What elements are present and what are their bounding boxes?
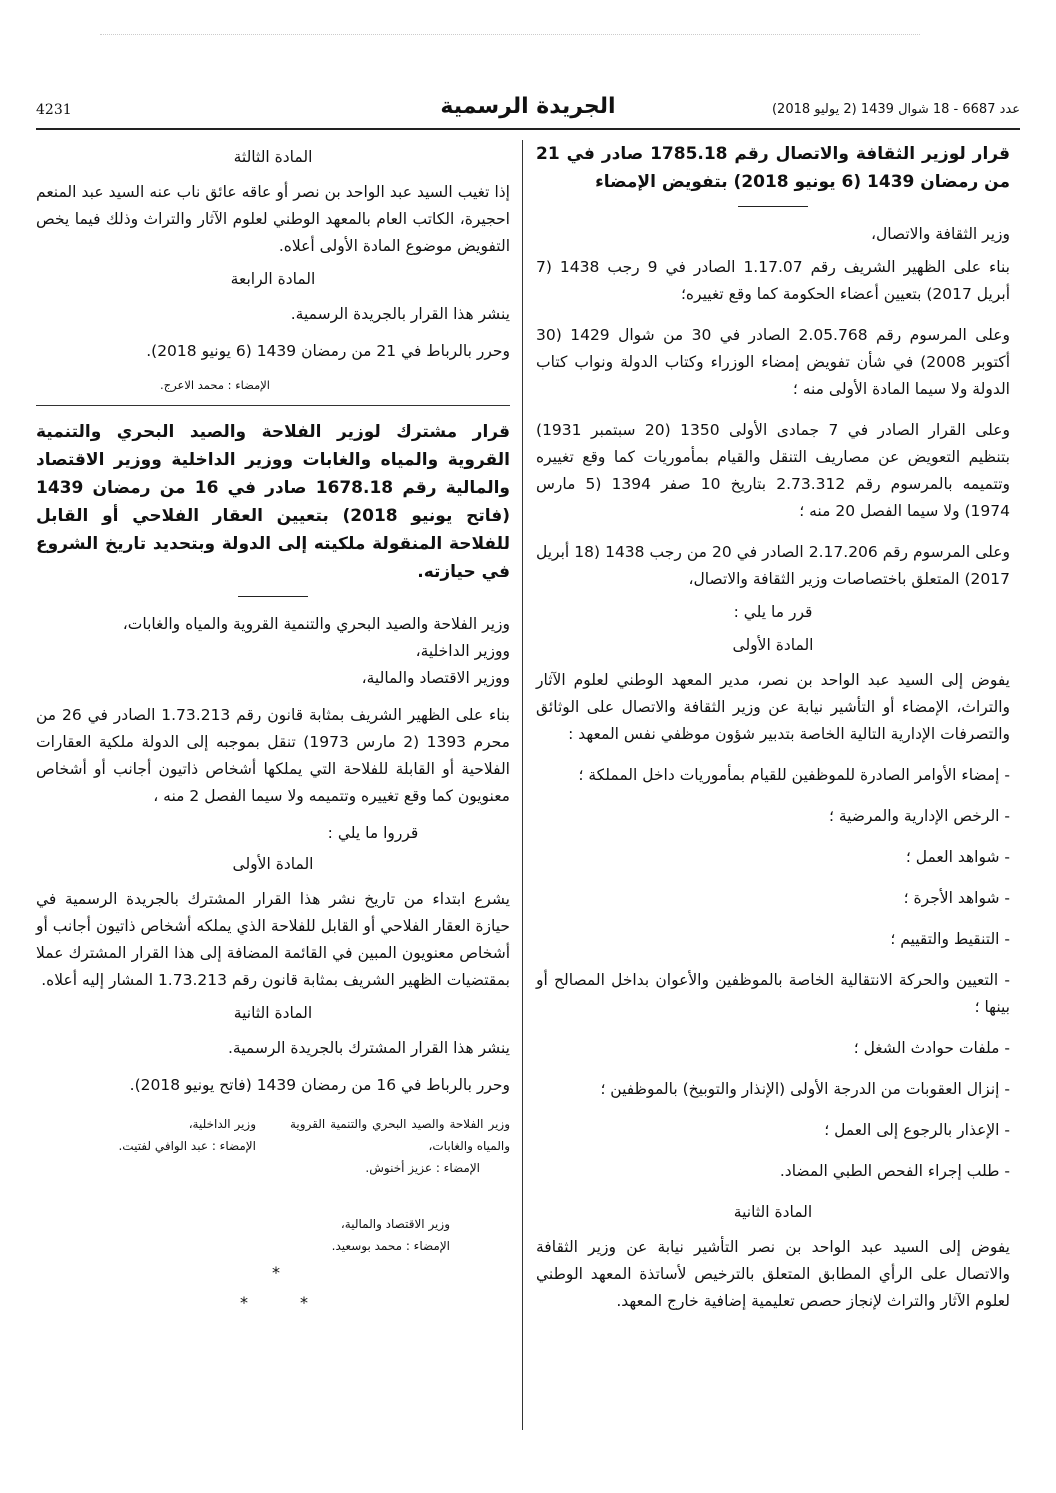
list-item: - ملفات حوادث الشغل ؛ <box>853 1039 1010 1057</box>
a2-text: ينشر هذا القرار المشترك بالجريدة الرسمية. <box>228 1039 510 1057</box>
signature-interior-title: وزير الداخلية، <box>188 1117 256 1131</box>
issue-info: عدد 6687 - 18 شوال 1439 (2 يوليو 2018) <box>771 102 1020 117</box>
signature-finance-title: وزير الاقتصاد والمالية، <box>340 1217 450 1231</box>
minister-line: وزير الثقافة والاتصال، <box>870 225 1010 243</box>
header-rule <box>36 128 1020 130</box>
a2-heading: المادة الثانية <box>233 1004 313 1022</box>
column-divider <box>522 140 523 1430</box>
signature-finance-name: الإمضاء : محمد بوسعيد. <box>331 1239 450 1253</box>
decides-line: قرر ما يلي : <box>733 603 813 621</box>
list-item: - التعيين والحركة الانتقالية الخاصة بالموظفين والأعوان بداخل المصالح أو بينها ؛ <box>536 971 1010 1016</box>
article-2-heading: المادة الثانية <box>733 1203 813 1221</box>
signature: الإمضاء : محمد الاعرج. <box>160 378 270 392</box>
article-3-text: إذا تغيب السيد عبد الواحد بن نصر أو عاقه عائق ناب عنه السيد عبد المنعم احجيرة، الكاتب العام بالمعهد الوطني لعلوم الآثار والتراث وذلك فيما يخص التفويض موضوع المادة الأولى أعلاه. <box>36 183 510 255</box>
page-header <box>36 94 1020 126</box>
page-number: 4231 <box>36 102 72 118</box>
article-1-text: يفوض إلى السيد عبد الواحد بن نصر، مدير المعهد الوطني لعلوم الآثار والتراث، الإمضاء أو التأشير نيابة عن وزير الثقافة والاتصال على الوثائق والتصرفات الإدارية التالية الخاصة بتدبير شؤون موظفي نفس المعهد : <box>536 671 1010 743</box>
signatures-block <box>36 1113 510 1263</box>
star: * <box>240 1293 248 1312</box>
title-rule <box>238 596 308 597</box>
end-stars <box>36 1263 510 1323</box>
minister-interior: ووزير الداخلية، <box>415 642 510 660</box>
title-rule <box>738 206 808 207</box>
recital-dahir: بناء على الظهير الشريف بمثابة قانون رقم 1.73.213 الصادر في 26 من محرم 1393 (2 مارس 1973) تنقل بموجبه إلى الدولة ملكية العقارات الفلاحية أو القابلة للفلاحة التي يملكها أشخاص ذاتيون أجانب أو أشخاص معنويون كما وقع تغييره وتتميمه ولا سيما الفصل 2 منه ، <box>36 706 510 805</box>
recital-3: وعلى القرار الصادر في 7 جمادى الأولى 1350 (20 سبتمبر 1931) بتنظيم التعويض عن مصاريف التنقل والقيام بمأموريات كما وقع تغييره وتتميمه بالمرسوم رقم 2.73.312 بتاريخ 10 صفر 1394 (5 مارس 1974) ولا سيما الفصل 20 منه ؛ <box>536 421 1010 520</box>
a1-text: يشرع ابتداء من تاريخ نشر هذا القرار المشترك بالجريدة الرسمية في حيازة العقار الفلاحي أو القابل للفلاحة الذي يملكه أشخاص ذاتيون أجانب أو أشخاص معنويون المبين في القائمة المضافة إلى هذا القرار المشترك عملا بمقتضيات الظهير الشريف بمثابة قانون رقم 1.73.213 المشار إليه أعلاه. <box>36 890 510 989</box>
star: * <box>300 1293 308 1312</box>
article-2-text: يفوض إلى السيد عبد الواحد بن نصر التأشير نيابة عن وزير الثقافة والاتصال على الرأي المطابق المتعلق بالترخيص لأساتذة المعهد الوطني لعلوم الآثار والتراث لإنجاز حصص تعليمية إضافية خارج المعهد. <box>536 1238 1010 1310</box>
a1-heading: المادة الأولى <box>232 855 314 873</box>
signature-interior <box>36 1113 256 1157</box>
decree-title: قرار لوزير الثقافة والاتصال رقم 1785.18 صادر في 21 من رمضان 1439 (6 يونيو 2018) بتفويض الإمضاء <box>536 144 1010 192</box>
article-1-heading: المادة الأولى <box>732 636 814 654</box>
recital-4: وعلى المرسوم رقم 2.17.206 الصادر في 20 من رجب 1438 (18 أبريل 2017) المتعلق باختصاصات وزير الثقافة والاتصال، <box>536 543 1010 588</box>
done-at: وحرر بالرباط في 21 من رمضان 1439 (6 يونيو 2018). <box>146 342 510 360</box>
list-item: - الإعذار بالرجوع إلى العمل ؛ <box>824 1121 1010 1139</box>
recital-1: بناء على الظهير الشريف رقم 1.17.07 الصادر في 9 رجب 1438 (7 أبريل 2017) بتعيين أعضاء الحكومة كما وقع تغييره؛ <box>536 258 1010 303</box>
signature-agri <box>290 1113 510 1179</box>
section-rule <box>36 405 510 406</box>
list-item: - التنقيط والتقييم ؛ <box>890 930 1010 948</box>
list-item: - إنزال العقوبات من الدرجة الأولى (الإنذار والتوبيخ) بالموظفين ؛ <box>600 1080 1010 1098</box>
signature-finance <box>210 1213 450 1257</box>
article-4-text: ينشر هذا القرار بالجريدة الرسمية. <box>290 305 510 323</box>
list-item: - شواهد العمل ؛ <box>905 848 1010 866</box>
left-column <box>36 140 510 1323</box>
done-at-2: وحرر بالرباط في 16 من رمضان 1439 (فاتح يونيو 2018). <box>129 1076 510 1094</box>
scan-noise-line <box>100 34 920 47</box>
list-item: - طلب إجراء الفحص الطبي المضاد. <box>779 1162 1010 1180</box>
signature-agri-title: وزير الفلاحة والصيد البحري والتنمية القروية والمياه والغابات، <box>290 1117 510 1153</box>
decided-line: قرروا ما يلي : <box>327 824 419 842</box>
list-item: - إمضاء الأوامر الصادرة للموظفين للقيام بمأموريات داخل المملكة ؛ <box>578 766 1010 784</box>
list-item: - الرخص الإدارية والمرضية ؛ <box>828 807 1010 825</box>
star: * <box>272 1263 280 1282</box>
list-item: - شواهد الأجرة ؛ <box>903 889 1010 907</box>
signature-interior-name: الإمضاء : عبد الوافي لفتيت. <box>118 1139 256 1153</box>
minister-agri: وزير الفلاحة والصيد البحري والتنمية القروية والمياه والغابات، <box>122 615 510 633</box>
article-4-heading: المادة الرابعة <box>230 270 316 288</box>
minister-finance: ووزير الاقتصاد والمالية، <box>361 669 510 687</box>
recital-2: وعلى المرسوم رقم 2.05.768 الصادر في 30 من شوال 1429 (30 أكتوبر 2008) في شأن تفويض إمضاء الوزراء وكتاب الدولة ونواب كتاب الدولة ولا سيما المادة الأولى منه ؛ <box>536 326 1010 398</box>
article-3-heading: المادة الثالثة <box>233 148 313 166</box>
joint-decree-title: قرار مشترك لوزير الفلاحة والصيد البحري والتنمية القروية والمياه والغابات ووزير الداخلية ووزير الاقتصاد والمالية رقم 1678.18 صادر في 16 من رمضان 1439 (فاتح يونيو 2018) بتعيين العقار الفلاحي أو القابل للفلاحة المنقولة ملكيته إلى الدولة وبتحديد تاريخ الشروع في حيازته. <box>36 422 510 582</box>
right-column <box>536 140 1010 1315</box>
signature-agri-name: الإمضاء : عزيز أخنوش. <box>365 1161 480 1175</box>
gazette-title: الجريدة الرسمية <box>440 94 616 119</box>
